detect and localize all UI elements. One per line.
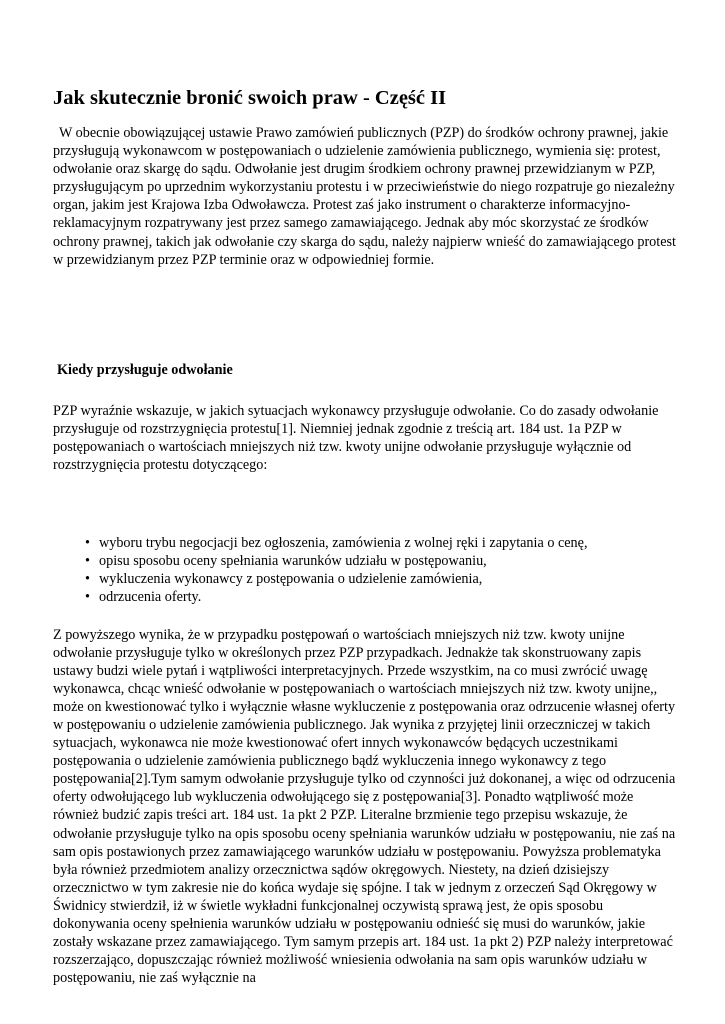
section-heading: Kiedy przysługuje odwołanie [57,361,233,378]
list-item: • odrzucenia oferty. [99,588,678,606]
list-item: • wykluczenia wykonawcy z postępowania o udzielenie zamówienia, [99,570,678,588]
section-paragraph: PZP wyraźnie wskazuje, w jakich sytuacjach wykonawcy przysługuje odwołanie. Co do zasady odwołanie przysługuje od rozstrzygnięcia protestu[1]. Niemniej jednak zgodnie z treścią art. 184 ust. 1a PZP w postępowaniach o wartościach mniejszych niż tzw. kwoty unijne odwołanie przysługuje wyłącznie od rozstrzygnięcia protestu dotyczącego: [53,402,659,474]
intro-paragraph: W obecnie obowiązującej ustawie Prawo zamówień publicznych (PZP) do środków ochrony prawnej, jakie przysługują wykonawcom w postępowaniach o udzielenie zamówienia publicznego, wymienia się: protest, odwołanie oraz skargę do sądu. Odwołanie jest drugim środkiem ochrony prawnej przewidzianym w PZP, przysługującym po uprzednim wykorzystaniu protestu i w przeciwieństwie do niego rozpatruje go niezależny organ, jakim jest Krajowa Izba Odwoławcza. Protest zaś jako instrument o charakterze informacyjno-reklamacyjnym rozpatrywany jest przez samego zamawiającego. Jednak aby móc skorzystać ze środków ochrony prawnej, takich jak odwołanie czy skarga do sądu, należy najpierw wnieść do zamawiającego protest w przewidzianym przez PZP terminie oraz w odpowiedniej formie. [53,125,676,268]
document-page [53,86,678,987]
list-item: • wyboru trybu negocjacji bez ogłoszenia, zamówienia z wolnej ręki i zapytania o cenę, [99,534,678,552]
bullet-list [53,534,678,606]
closing-paragraph: Z powyższego wynika, że w przypadku postępowań o wartościach mniejszych niż tzw. kwoty unijne odwołanie przysługuje tylko w określonych przez PZP przypadkach. Jednakże tak skonstruowany zapis ustawy budzi wiele pytań i wątpliwości interpretacyjnych. Przede wszystkim, na co musi zwrócić uwagę wykonawca, chcąc wnieść odwołanie w postępowaniach o wartościach mniejszych niż tzw. kwoty unijne,, może on kwestionować tylko i wyłącznie własne wykluczenie z postępowania oraz odrzucenie własnej oferty w postępowaniu o udzielenie zamówienia publicznego. Jak wynika z przyjętej linii orzeczniczej w takich sytuacjach, wykonawca nie może kwestionować ofert innych wykonawców będących uczestnikami postępowania o udzielenie zamówienia publicznego bądź wykluczenia innego wykonawcy z tego postępowania[2].Tym samym odwołanie przysługuje tylko od czynności już dokonanej, a więc od odrzucenia oferty odwołującego lub wykluczenia odwołującego się z postępowania[3]. Ponadto wątpliwość może również budzić zapis treści art. 184 ust. 1a pkt 2 PZP. Literalne brzmienie tego przepisu wskazuje, że odwołanie przysługuje tylko na opis sposobu oceny spełniania warunków udziału w postępowaniu, nie zaś na sam opis postawionych przez zamawiającego warunków udziału w postępowaniu. Powyższa problematyka była również przedmiotem analizy orzecznictwa sądów okręgowych. Niestety, na dzień dzisiejszy orzecznictwo w tym zakresie nie do końca wydaje się spójne. I tak w jednym z orzeczeń Sąd Okręgowy w Świdnicy stwierdził, iż w świetle wykładni funkcjonalnej oczywistą sprawą jest, że opis sposobu dokonywania oceny spełnienia warunków udziału w postępowaniu odnieść się musi do warunków, jakie zostały wskazane przez zamawiającego. Tym samym przepis art. 184 ust. 1a pkt 2) PZP należy interpretować rozszerzająco, dopuszczając również możliwość wniesienia odwołania na sam opis warunków udziału w postępowaniu, nie zaś wyłącznie na [53,626,676,987]
list-item: • opisu sposobu oceny spełniania warunków udziału w postępowaniu, [99,552,678,570]
page-title: Jak skutecznie bronić swoich praw - Część II [53,87,447,109]
